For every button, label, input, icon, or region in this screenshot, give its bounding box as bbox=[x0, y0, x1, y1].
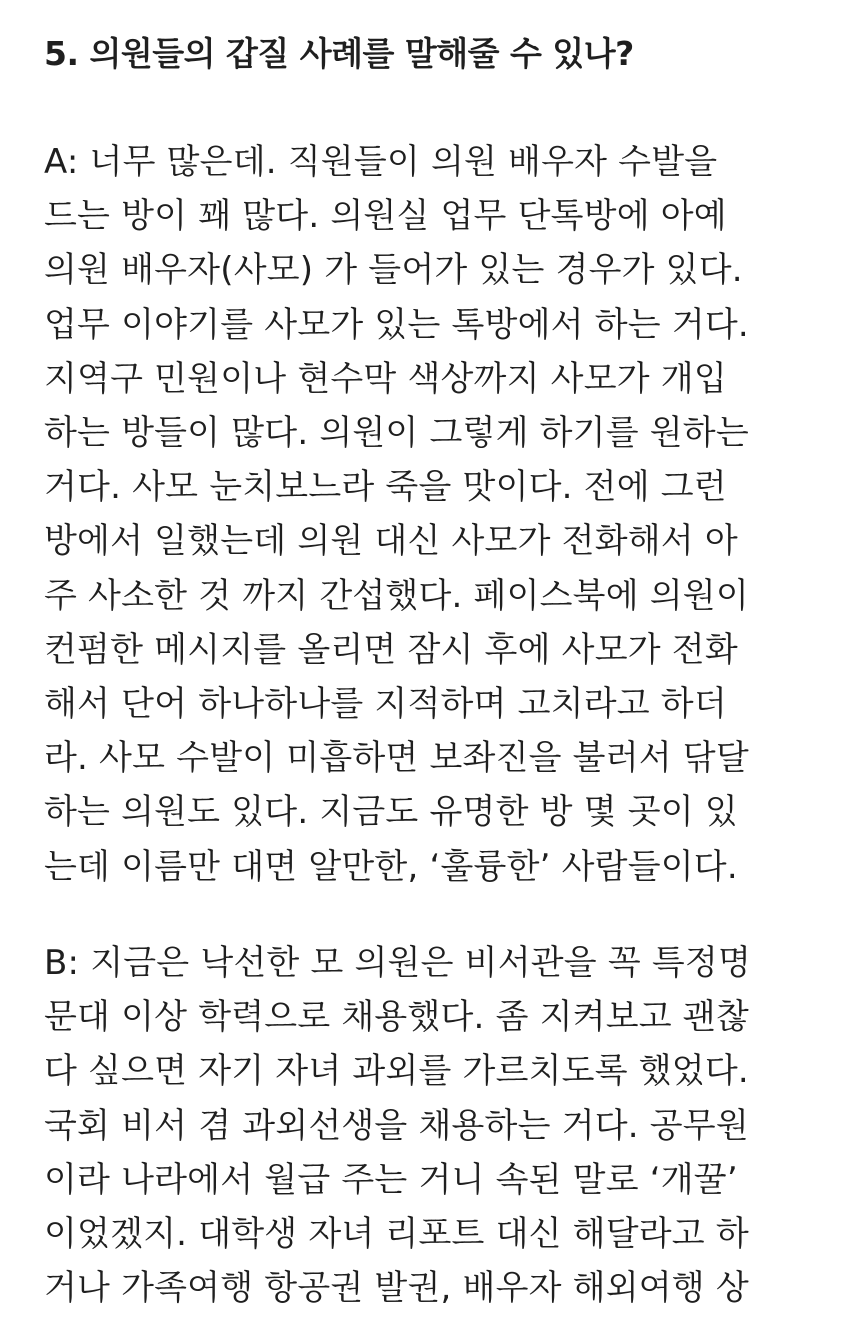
answer-b-line: 국회 비서 겸 과외선생을 채용하는 거다. 공무원 bbox=[44, 1105, 749, 1146]
answer-a-line: A: 너무 많은데. 직원들이 의원 배우자 수발을 bbox=[44, 142, 718, 182]
answer-a-paragraph bbox=[44, 135, 749, 894]
answer-a-line: 컨펌한 메시지를 올리면 잠시 후에 사모가 전화 bbox=[44, 629, 738, 670]
answer-b-line: 거나 가족여행 항공권 발권, 배우자 해외여행 상 bbox=[44, 1268, 749, 1309]
answer-a-line: 해서 단어 하나하나를 지적하며 고치라고 하더 bbox=[44, 684, 727, 725]
answer-a-line: 지역구 민원이나 현수막 색상까지 사모가 개입 bbox=[44, 358, 727, 399]
question-heading: 5. 의원들의 갑질 사례를 말해줄 수 있나? bbox=[44, 34, 634, 73]
answer-a-line: 하는 의원도 있다. 지금도 유명한 방 몇 곳이 있 bbox=[44, 792, 738, 833]
answer-a-line: 의원 배우자(사모) 가 들어가 있는 경우가 있다. bbox=[44, 250, 743, 291]
answer-b-line: 이라 나라에서 월급 주는 거니 속된 말로 ‘개꿀’ bbox=[44, 1159, 738, 1200]
answer-b-line: B: 지금은 낙선한 모 의원은 비서관을 꼭 특정명 bbox=[44, 943, 752, 983]
answer-a-line: 는데 이름만 대면 알만한, ‘훌륭한’ 사람들이다. bbox=[44, 846, 738, 887]
answer-a-line: 거다. 사모 눈치보느라 죽을 맛이다. 전에 그런 bbox=[44, 467, 727, 508]
answer-b-line: 문대 이상 학력으로 채용했다. 좀 지켜보고 괜찮 bbox=[44, 997, 749, 1038]
answer-b-paragraph bbox=[44, 936, 751, 1315]
answer-b-line: 다 싶으면 자기 자녀 과외를 가르치도록 했었다. bbox=[44, 1051, 749, 1092]
answer-a-line: 라. 사모 수발이 미흡하면 보좌진을 불러서 닦달 bbox=[44, 738, 749, 779]
answer-a-line: 드는 방이 꽤 많다. 의원실 업무 단톡방에 아예 bbox=[44, 196, 727, 237]
answer-a-line: 하는 방들이 많다. 의원이 그렇게 하기를 원하는 bbox=[44, 413, 749, 454]
answer-a-line: 업무 이야기를 사모가 있는 톡방에서 하는 거다. bbox=[44, 304, 749, 345]
answer-b-line: 이었겠지. 대학생 자녀 리포트 대신 해달라고 하 bbox=[44, 1214, 749, 1255]
answer-a-line: 주 사소한 것 까지 간섭했다. 페이스북에 의원이 bbox=[44, 575, 749, 616]
answer-a-line: 방에서 일했는데 의원 대신 사모가 전화해서 아 bbox=[44, 521, 738, 562]
